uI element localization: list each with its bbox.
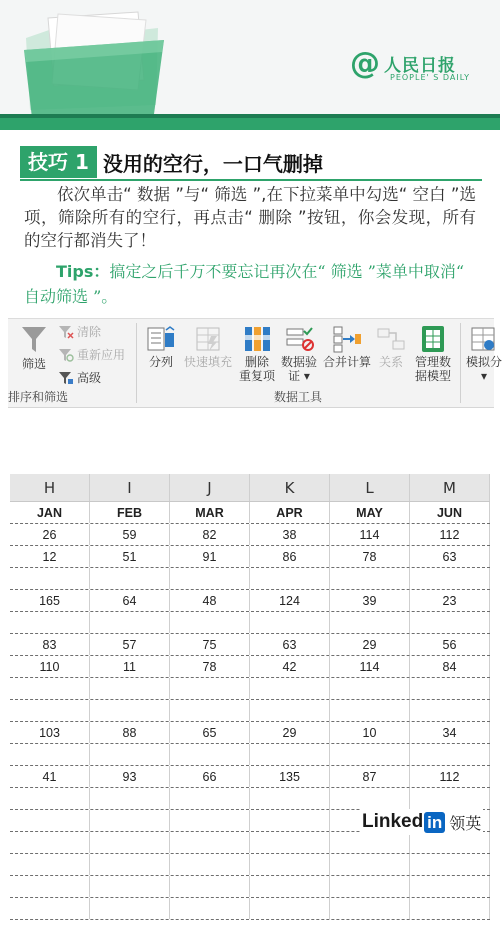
data-model-line2: 据模型: [414, 369, 451, 383]
table-cell[interactable]: 56: [410, 634, 490, 655]
people-daily-logo: [350, 48, 470, 88]
table-cell[interactable]: [250, 700, 330, 721]
clear-label: 清除: [77, 325, 102, 339]
banner-stripe: [0, 118, 500, 130]
table-cell[interactable]: 88: [90, 722, 170, 743]
table-cell[interactable]: [10, 612, 90, 633]
filter-button[interactable]: [14, 325, 54, 371]
linkedin-word: Linked: [362, 811, 424, 832]
table-cell[interactable]: [170, 612, 250, 633]
table-cell[interactable]: 23: [410, 590, 490, 611]
table-cell[interactable]: [10, 568, 90, 589]
table-cell[interactable]: 91: [170, 546, 250, 567]
month-header-cell[interactable]: JUN: [410, 502, 490, 523]
table-cell[interactable]: [90, 832, 170, 853]
logo-at: @: [350, 46, 380, 81]
what-if-line2: ▾: [480, 369, 488, 383]
table-cell[interactable]: 11: [90, 656, 170, 677]
table-cell[interactable]: [330, 612, 410, 633]
month-header-row: [10, 502, 490, 524]
consolidate-icon: [332, 325, 362, 353]
table-cell[interactable]: [250, 810, 330, 831]
table-cell[interactable]: 124: [250, 590, 330, 611]
column-headers: [10, 474, 490, 502]
table-cell[interactable]: [90, 810, 170, 831]
table-cell[interactable]: [250, 854, 330, 875]
ribbon-separator-2: [460, 323, 461, 403]
clear-button[interactable]: [58, 325, 101, 339]
table-cell[interactable]: [410, 854, 490, 875]
table-cell[interactable]: 41: [10, 766, 90, 787]
table-cell[interactable]: [250, 898, 330, 919]
table-cell[interactable]: [170, 832, 250, 853]
linkedin-in-logo: in: [424, 812, 445, 833]
flash-fill-button[interactable]: [182, 325, 234, 369]
table-cell[interactable]: [90, 700, 170, 721]
logo-en: PEOPLE' S DAILY: [390, 73, 471, 82]
validation-line2: 证 ▾: [288, 369, 310, 383]
table-cell[interactable]: 93: [90, 766, 170, 787]
tip-title-row: [20, 145, 323, 179]
what-if-icon: [469, 325, 499, 353]
data-rows: [10, 524, 490, 920]
table-cell[interactable]: 78: [330, 546, 410, 567]
manage-data-model-button[interactable]: [410, 325, 456, 383]
tip-title: 没用的空行，一口气删掉: [102, 151, 323, 176]
table-cell[interactable]: [170, 744, 250, 765]
table-cell[interactable]: [410, 612, 490, 633]
instruction-paragraph: 依次单击“ 数据 ”与“ 筛选 ”,在下拉菜单中勾选“ 空白 ”选项，筛除所有的空行，再点击“ 删除 ”按钮，你会发现，所有的空行都消失了！: [24, 185, 476, 250]
table-cell[interactable]: [330, 832, 410, 853]
sheet-blank-area: [8, 408, 494, 474]
table-cell[interactable]: 86: [250, 546, 330, 567]
table-cell[interactable]: [250, 788, 330, 809]
reapply-button[interactable]: [58, 348, 125, 362]
table-cell[interactable]: 34: [410, 722, 490, 743]
relationships-icon: [376, 325, 406, 353]
relations-label: 关系: [378, 355, 403, 369]
table-row: [10, 744, 490, 766]
table-cell[interactable]: [170, 854, 250, 875]
table-row: [10, 876, 490, 898]
tip-number-tag: 技巧 1: [20, 146, 97, 178]
table-row: [10, 722, 490, 744]
table-cell[interactable]: [170, 678, 250, 699]
tips-text: 搞定之后千万不要忘记再次在“ 筛选 ”菜单中取消“ 自动筛选 ”。: [24, 262, 465, 306]
data-model-icon: [418, 325, 448, 353]
table-cell[interactable]: [250, 744, 330, 765]
table-cell[interactable]: [330, 700, 410, 721]
consolidate-label: 合并计算: [322, 355, 371, 369]
table-cell[interactable]: [90, 898, 170, 919]
table-cell[interactable]: [410, 876, 490, 897]
table-row: [10, 678, 490, 700]
reapply-label: 重新应用: [77, 348, 126, 362]
table-cell[interactable]: [90, 876, 170, 897]
flash-fill-icon: [193, 325, 223, 353]
table-cell[interactable]: 103: [10, 722, 90, 743]
month-header-cell[interactable]: MAY: [330, 502, 410, 523]
table-cell[interactable]: [10, 832, 90, 853]
table-row: [10, 700, 490, 722]
table-cell[interactable]: [90, 744, 170, 765]
remove-dup-line1: 删除: [244, 355, 269, 369]
month-header-cell[interactable]: FEB: [90, 502, 170, 523]
spreadsheet-grid: [10, 474, 490, 920]
table-cell[interactable]: [90, 854, 170, 875]
clear-filter-icon: [58, 325, 74, 339]
table-cell[interactable]: 112: [410, 766, 490, 787]
table-cell[interactable]: 10: [330, 722, 410, 743]
table-cell[interactable]: [10, 898, 90, 919]
table-row: [10, 546, 490, 568]
column-header-h[interactable]: H: [10, 474, 90, 501]
relationships-button[interactable]: [374, 325, 408, 369]
what-if-line1: 模拟分: [465, 355, 502, 369]
month-header-cell[interactable]: APR: [250, 502, 330, 523]
table-cell[interactable]: [330, 854, 410, 875]
advanced-filter-icon: [58, 371, 74, 385]
table-cell[interactable]: 165: [10, 590, 90, 611]
table-row: [10, 832, 490, 854]
filter-label: 筛选: [21, 357, 46, 371]
column-header-m[interactable]: M: [410, 474, 490, 501]
text-to-columns-button[interactable]: [144, 325, 178, 369]
table-cell[interactable]: 48: [170, 590, 250, 611]
advanced-label: 高级: [77, 371, 102, 385]
data-tools-group-label: 数据工具: [274, 390, 323, 404]
split-label: 分列: [148, 355, 173, 369]
table-cell[interactable]: [410, 700, 490, 721]
remove-duplicates-icon: [242, 325, 272, 353]
logo-cn: 人民日报: [384, 56, 456, 76]
table-cell[interactable]: [90, 678, 170, 699]
table-cell[interactable]: [250, 568, 330, 589]
table-cell[interactable]: [410, 568, 490, 589]
table-cell[interactable]: 84: [410, 656, 490, 677]
table-row: [10, 898, 490, 920]
table-row: [10, 656, 490, 678]
column-header-i[interactable]: I: [90, 474, 170, 501]
split-columns-icon: [146, 325, 176, 353]
column-header-l[interactable]: L: [330, 474, 410, 501]
table-cell[interactable]: 64: [90, 590, 170, 611]
linkedin-watermark: [360, 809, 483, 835]
table-cell[interactable]: [410, 678, 490, 699]
table-row: [10, 568, 490, 590]
table-cell[interactable]: [330, 744, 410, 765]
table-row: [10, 590, 490, 612]
title-underline: [20, 179, 482, 181]
table-cell[interactable]: 66: [170, 766, 250, 787]
table-cell[interactable]: [170, 700, 250, 721]
table-cell[interactable]: 42: [250, 656, 330, 677]
tips-paragraph: [24, 259, 476, 309]
table-cell[interactable]: 82: [170, 524, 250, 545]
table-cell[interactable]: [330, 876, 410, 897]
table-cell[interactable]: [170, 788, 250, 809]
table-cell[interactable]: [410, 788, 490, 809]
header-banner: [0, 0, 500, 130]
tips-label: Tips：: [56, 262, 110, 281]
table-cell[interactable]: [10, 810, 90, 831]
data-validation-button[interactable]: [278, 325, 320, 383]
table-cell[interactable]: [90, 568, 170, 589]
folder-icon: [18, 10, 168, 120]
table-cell[interactable]: [170, 568, 250, 589]
reapply-icon: [58, 348, 74, 362]
advanced-button[interactable]: [58, 371, 101, 385]
table-cell[interactable]: [330, 568, 410, 589]
table-cell[interactable]: [250, 678, 330, 699]
table-cell[interactable]: 87: [330, 766, 410, 787]
data-model-line1: 管理数: [414, 355, 451, 369]
table-cell[interactable]: 38: [250, 524, 330, 545]
table-cell[interactable]: 65: [170, 722, 250, 743]
data-validation-icon: [284, 325, 314, 353]
table-cell[interactable]: 63: [410, 546, 490, 567]
sort-filter-group-label: 排序和筛选: [8, 390, 69, 404]
linkedin-cn: 领英: [449, 813, 482, 833]
remove-duplicates-button[interactable]: [236, 325, 278, 383]
table-cell[interactable]: [330, 678, 410, 699]
what-if-analysis-button[interactable]: [464, 325, 504, 383]
table-cell[interactable]: 110: [10, 656, 90, 677]
table-row: [10, 766, 490, 788]
table-row: [10, 612, 490, 634]
column-header-k[interactable]: K: [250, 474, 330, 501]
table-cell[interactable]: [90, 788, 170, 809]
table-cell[interactable]: 135: [250, 766, 330, 787]
remove-dup-line2: 重复项: [238, 369, 275, 383]
table-cell[interactable]: 112: [410, 524, 490, 545]
table-cell[interactable]: [90, 612, 170, 633]
table-cell[interactable]: [330, 788, 410, 809]
table-cell[interactable]: [250, 832, 330, 853]
table-row: [10, 634, 490, 656]
table-cell[interactable]: [410, 898, 490, 919]
table-cell[interactable]: 114: [330, 656, 410, 677]
table-cell[interactable]: [170, 898, 250, 919]
table-cell[interactable]: [170, 876, 250, 897]
table-cell[interactable]: 75: [170, 634, 250, 655]
ribbon-separator: [136, 323, 137, 403]
table-cell[interactable]: [10, 788, 90, 809]
month-header-cell[interactable]: MAR: [170, 502, 250, 523]
table-cell[interactable]: [10, 854, 90, 875]
excel-data-ribbon: [8, 318, 502, 408]
table-cell[interactable]: 51: [90, 546, 170, 567]
column-header-j[interactable]: J: [170, 474, 250, 501]
table-cell[interactable]: [410, 832, 490, 853]
table-cell[interactable]: [410, 744, 490, 765]
table-cell[interactable]: 26: [10, 524, 90, 545]
table-cell[interactable]: [170, 810, 250, 831]
table-cell[interactable]: 78: [170, 656, 250, 677]
table-row: [10, 788, 490, 810]
table-cell[interactable]: [10, 700, 90, 721]
table-cell[interactable]: 29: [250, 722, 330, 743]
table-cell[interactable]: 83: [10, 634, 90, 655]
validation-line1: 数据验: [280, 355, 317, 369]
month-header-cell[interactable]: JAN: [10, 502, 90, 523]
table-cell[interactable]: [330, 898, 410, 919]
flash-fill-label: 快速填充: [183, 355, 232, 369]
table-cell[interactable]: 59: [90, 524, 170, 545]
table-cell[interactable]: 63: [250, 634, 330, 655]
table-cell[interactable]: [250, 612, 330, 633]
table-cell[interactable]: [10, 678, 90, 699]
table-row: [10, 524, 490, 546]
table-cell[interactable]: [10, 744, 90, 765]
table-cell[interactable]: 29: [330, 634, 410, 655]
table-cell[interactable]: 114: [330, 524, 410, 545]
table-cell[interactable]: 57: [90, 634, 170, 655]
table-cell[interactable]: 39: [330, 590, 410, 611]
funnel-icon: [21, 325, 47, 355]
consolidate-button[interactable]: [322, 325, 372, 369]
table-cell[interactable]: [250, 876, 330, 897]
table-cell[interactable]: 12: [10, 546, 90, 567]
table-cell[interactable]: [10, 876, 90, 897]
table-row: [10, 854, 490, 876]
